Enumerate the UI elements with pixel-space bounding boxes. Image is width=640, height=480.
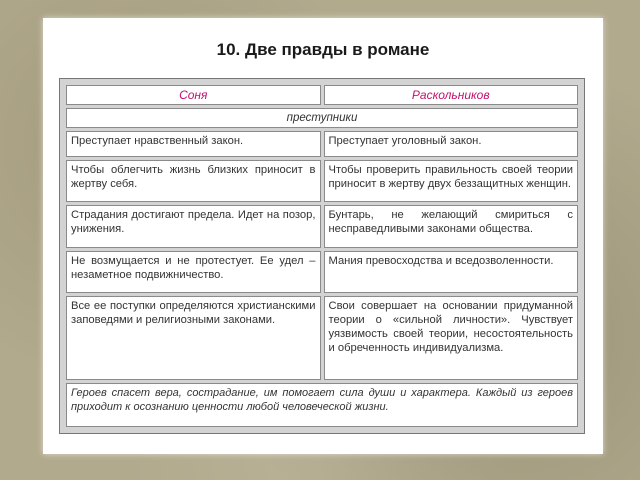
table-cell-sonya: Страдания достигают предела. Идет на позор, унижения.: [66, 205, 321, 247]
table-cell-sonya: Чтобы облегчить жизнь близких приносит в жертву себя.: [66, 160, 321, 202]
table-row: [66, 251, 578, 293]
table-cell-raskolnikov: Мания превосходства и вседозволенности.: [324, 251, 579, 293]
table-cell-raskolnikov: Бунтарь, не желающий смириться с несправедливыми законами общества.: [324, 205, 579, 247]
header-raskolnikov: Раскольников: [324, 85, 579, 105]
table-header-row: [66, 85, 578, 105]
table-cell-raskolnikov: Свои совершает на основании придуманной теории о «сильной личности». Чувствует уязвимость своей теории, несостоятельность и обреченность индивидуализма.: [324, 296, 579, 380]
comparison-table: [59, 78, 585, 434]
table-footer-row: [66, 383, 578, 427]
table-cell-sonya: Все ее поступки определяются христианскими заповедями и религиозными законами.: [66, 296, 321, 380]
table-row: [66, 131, 578, 158]
table-row: [66, 205, 578, 247]
table-row: [66, 296, 578, 380]
header-sonya: Соня: [66, 85, 321, 105]
table-cell-sonya: Преступает нравственный закон.: [66, 131, 321, 158]
table-cell-raskolnikov: Преступает уголовный закон.: [324, 131, 579, 158]
slide: [43, 18, 603, 454]
table-subheader-row: [66, 108, 578, 128]
table-cell-sonya: Не возмущается и не протестует. Ее удел – незаметное подвижничество.: [66, 251, 321, 293]
subheader-criminals: преступники: [66, 108, 578, 128]
slide-title: 10. Две правды в романе: [216, 40, 430, 59]
table-cell-raskolnikov: Чтобы проверить правильность своей теории приносит в жертву двух беззащитных женщин.: [324, 160, 579, 202]
table-row: [66, 160, 578, 202]
table-footer: Героев спасет вера, сострадание, им помогает сила души и характера. Каждый из героев приходит к осознанию ценности любой человеческой жизни.: [66, 383, 578, 427]
